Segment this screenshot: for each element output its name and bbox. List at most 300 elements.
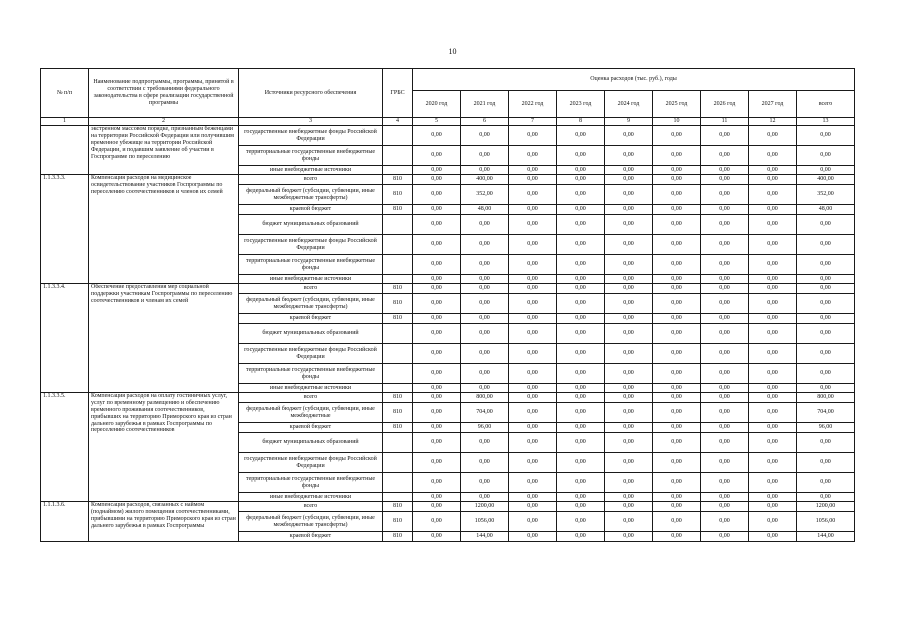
year-value: 0,00 — [605, 384, 653, 393]
year-value: 0,00 — [653, 185, 701, 205]
grbs-code — [383, 433, 413, 453]
item-code: 1.1.3.3.4. — [41, 284, 89, 393]
header-year: 2020 год — [413, 91, 461, 118]
year-value: 0,00 — [605, 512, 653, 532]
year-value: 0,00 — [701, 344, 749, 364]
item-code: 1.1.1.3.6. — [41, 502, 89, 542]
funding-source: всего — [239, 502, 383, 512]
funding-source: бюджет муниципальных образований — [239, 215, 383, 235]
year-value: 0,00 — [557, 512, 605, 532]
funding-source: краевой бюджет — [239, 532, 383, 542]
total-value: 1056,00 — [797, 512, 855, 532]
total-value: 0,00 — [797, 126, 855, 146]
year-value: 0,00 — [701, 185, 749, 205]
funding-source: федеральный бюджет (субсидии, субвенции, иные межбюджетные — [239, 403, 383, 423]
item-name: Компенсация расходов на оплату гостиничных услуг, услуг по временному размещению и обеспечению временного проживания соотечественников, прибывших на территорию Приморского края из стран дальнего зарубежья в рамках Госпрограммы по переселению соотечественников — [89, 393, 239, 502]
year-value: 0,00 — [509, 126, 557, 146]
table-body — [41, 126, 855, 542]
year-value: 0,00 — [605, 185, 653, 205]
funding-source: федеральный бюджет (субсидии, субвенции, иные межбюджетные трансферты) — [239, 294, 383, 314]
table-row — [41, 284, 855, 294]
header-year: 2021 год — [461, 91, 509, 118]
year-value: 0,00 — [653, 532, 701, 542]
year-value: 0,00 — [557, 235, 605, 255]
year-value: 0,00 — [461, 255, 509, 275]
year-value: 0,00 — [653, 146, 701, 166]
total-value: 800,00 — [797, 393, 855, 403]
year-value: 0,00 — [461, 364, 509, 384]
year-value: 0,00 — [605, 324, 653, 344]
year-value: 0,00 — [413, 175, 461, 185]
year-value: 0,00 — [557, 493, 605, 502]
total-value: 0,00 — [797, 284, 855, 294]
year-value: 0,00 — [557, 294, 605, 314]
year-value: 0,00 — [605, 166, 653, 175]
year-value: 0,00 — [653, 502, 701, 512]
grbs-code — [383, 344, 413, 364]
year-value: 0,00 — [413, 532, 461, 542]
year-value: 0,00 — [653, 512, 701, 532]
year-value: 0,00 — [701, 126, 749, 146]
year-value: 0,00 — [413, 284, 461, 294]
funding-source: государственные внебюджетные фонды Российской Федерации — [239, 344, 383, 364]
year-value: 0,00 — [509, 344, 557, 364]
year-value: 0,00 — [749, 185, 797, 205]
total-value: 400,00 — [797, 175, 855, 185]
year-value: 0,00 — [557, 384, 605, 393]
total-value: 0,00 — [797, 493, 855, 502]
year-value: 0,00 — [701, 284, 749, 294]
year-value: 0,00 — [461, 166, 509, 175]
year-value: 400,00 — [461, 175, 509, 185]
year-value: 1200,00 — [461, 502, 509, 512]
grbs-code — [383, 235, 413, 255]
grbs-code — [383, 275, 413, 284]
year-value: 0,00 — [653, 126, 701, 146]
year-value: 0,00 — [413, 205, 461, 215]
year-value: 0,00 — [557, 403, 605, 423]
grbs-code — [383, 166, 413, 175]
year-value: 0,00 — [701, 502, 749, 512]
year-value: 0,00 — [653, 364, 701, 384]
year-value: 0,00 — [701, 275, 749, 284]
year-value: 0,00 — [605, 364, 653, 384]
year-value: 0,00 — [749, 215, 797, 235]
year-value: 0,00 — [605, 215, 653, 235]
expenditure-table — [40, 68, 855, 542]
total-value: 0,00 — [797, 453, 855, 473]
year-value: 0,00 — [701, 146, 749, 166]
year-value: 0,00 — [557, 146, 605, 166]
year-value: 0,00 — [413, 473, 461, 493]
year-value: 0,00 — [461, 493, 509, 502]
header-year: 2027 год — [749, 91, 797, 118]
grbs-code — [383, 453, 413, 473]
year-value: 0,00 — [653, 344, 701, 364]
year-value: 0,00 — [557, 453, 605, 473]
funding-source: краевой бюджет — [239, 423, 383, 433]
year-value: 0,00 — [413, 324, 461, 344]
total-value: 0,00 — [797, 364, 855, 384]
year-value: 0,00 — [653, 215, 701, 235]
year-value: 0,00 — [413, 235, 461, 255]
year-value: 0,00 — [749, 294, 797, 314]
year-value: 0,00 — [605, 205, 653, 215]
column-number: 6 — [461, 118, 509, 126]
total-value: 96,00 — [797, 423, 855, 433]
year-value: 0,00 — [701, 393, 749, 403]
year-value: 0,00 — [557, 532, 605, 542]
column-number: 1 — [41, 118, 89, 126]
grbs-code: 810 — [383, 284, 413, 294]
total-value: 0,00 — [797, 275, 855, 284]
year-value: 0,00 — [653, 166, 701, 175]
funding-source: территориальные государственные внебюджетные фонды — [239, 473, 383, 493]
year-value: 0,00 — [749, 275, 797, 284]
grbs-code: 810 — [383, 393, 413, 403]
year-value: 0,00 — [605, 403, 653, 423]
year-value: 0,00 — [605, 284, 653, 294]
grbs-code — [383, 493, 413, 502]
funding-source: федеральный бюджет (субсидии, субвенции, иные межбюджетные трансферты) — [239, 185, 383, 205]
year-value: 0,00 — [749, 146, 797, 166]
year-value: 0,00 — [749, 344, 797, 364]
year-value: 0,00 — [509, 166, 557, 175]
year-value: 0,00 — [557, 423, 605, 433]
year-value: 0,00 — [413, 185, 461, 205]
header-num: № п/п — [41, 69, 89, 118]
year-value: 0,00 — [605, 344, 653, 364]
year-value: 1056,00 — [461, 512, 509, 532]
year-value: 0,00 — [701, 175, 749, 185]
grbs-code — [383, 215, 413, 235]
header-year: 2023 год — [557, 91, 605, 118]
year-value: 0,00 — [413, 384, 461, 393]
year-value: 0,00 — [509, 364, 557, 384]
funding-source: территориальные государственные внебюджетные фонды — [239, 364, 383, 384]
total-value: 0,00 — [797, 235, 855, 255]
year-value: 0,00 — [605, 453, 653, 473]
year-value: 0,00 — [749, 473, 797, 493]
funding-source: государственные внебюджетные фонды Российской Федерации — [239, 453, 383, 473]
year-value: 0,00 — [653, 175, 701, 185]
column-number: 3 — [239, 118, 383, 126]
funding-source: всего — [239, 393, 383, 403]
total-value: 144,00 — [797, 532, 855, 542]
year-value: 0,00 — [413, 344, 461, 364]
year-value: 0,00 — [605, 314, 653, 324]
grbs-code: 810 — [383, 185, 413, 205]
year-value: 0,00 — [413, 146, 461, 166]
header-year: 2022 год — [509, 91, 557, 118]
total-value: 0,00 — [797, 384, 855, 393]
year-value: 0,00 — [653, 423, 701, 433]
table-row — [41, 502, 855, 512]
year-value: 0,00 — [509, 205, 557, 215]
year-value: 0,00 — [701, 205, 749, 215]
funding-source: иные внебюджетные источники — [239, 166, 383, 175]
year-value: 0,00 — [701, 235, 749, 255]
header-year: 2024 год — [605, 91, 653, 118]
year-value: 0,00 — [653, 384, 701, 393]
total-value: 0,00 — [797, 215, 855, 235]
year-value: 0,00 — [749, 433, 797, 453]
year-value: 0,00 — [509, 215, 557, 235]
funding-source: бюджет муниципальных образований — [239, 324, 383, 344]
grbs-code: 810 — [383, 294, 413, 314]
header-year: 2026 год — [701, 91, 749, 118]
year-value: 0,00 — [749, 314, 797, 324]
year-value: 0,00 — [701, 423, 749, 433]
year-value: 0,00 — [509, 275, 557, 284]
total-value: 0,00 — [797, 166, 855, 175]
year-value: 0,00 — [413, 403, 461, 423]
year-value: 0,00 — [701, 532, 749, 542]
item-name: экстренном массовом порядке, признанным беженцами на территории Российской Федерации или получившим временное убежище на территории Российской Федерации, и подавшим заявление об участии в Госпрограмме по переселению — [89, 126, 239, 175]
year-value: 0,00 — [701, 473, 749, 493]
year-value: 0,00 — [653, 294, 701, 314]
year-value: 0,00 — [557, 205, 605, 215]
item-name: Компенсация расходов на медицинское освидетельствование участников Госпрограммы по переселению соотечественников и членов их семей — [89, 175, 239, 284]
year-value: 0,00 — [653, 433, 701, 453]
year-value: 0,00 — [653, 255, 701, 275]
total-value: 0,00 — [797, 344, 855, 364]
grbs-code: 810 — [383, 205, 413, 215]
year-value: 0,00 — [605, 493, 653, 502]
grbs-code: 810 — [383, 423, 413, 433]
year-value: 0,00 — [557, 275, 605, 284]
grbs-code — [383, 324, 413, 344]
year-value: 0,00 — [605, 423, 653, 433]
year-value: 0,00 — [749, 403, 797, 423]
year-value: 0,00 — [701, 215, 749, 235]
table-header — [41, 69, 855, 126]
total-value: 0,00 — [797, 255, 855, 275]
year-value: 0,00 — [461, 294, 509, 314]
year-value: 0,00 — [461, 235, 509, 255]
year-value: 0,00 — [509, 493, 557, 502]
year-value: 0,00 — [605, 532, 653, 542]
year-value: 0,00 — [557, 314, 605, 324]
year-value: 0,00 — [605, 146, 653, 166]
year-value: 0,00 — [461, 384, 509, 393]
year-value: 0,00 — [605, 235, 653, 255]
year-value: 0,00 — [509, 433, 557, 453]
year-value: 0,00 — [413, 126, 461, 146]
header-grbs: ГРБС — [383, 69, 413, 118]
funding-source: всего — [239, 175, 383, 185]
year-value: 0,00 — [749, 235, 797, 255]
year-value: 0,00 — [701, 166, 749, 175]
funding-source: иные внебюджетные источники — [239, 493, 383, 502]
year-value: 0,00 — [557, 473, 605, 493]
year-value: 0,00 — [509, 175, 557, 185]
funding-source: всего — [239, 284, 383, 294]
year-value: 0,00 — [509, 146, 557, 166]
total-value: 0,00 — [797, 433, 855, 453]
year-value: 0,00 — [605, 294, 653, 314]
year-value: 0,00 — [509, 473, 557, 493]
year-value: 0,00 — [509, 255, 557, 275]
year-value: 0,00 — [413, 275, 461, 284]
total-value: 0,00 — [797, 324, 855, 344]
column-number: 13 — [797, 118, 855, 126]
funding-source: краевой бюджет — [239, 314, 383, 324]
year-value: 0,00 — [749, 384, 797, 393]
year-value: 0,00 — [749, 175, 797, 185]
year-value: 0,00 — [509, 532, 557, 542]
funding-source: бюджет муниципальных образований — [239, 433, 383, 453]
year-value: 0,00 — [413, 166, 461, 175]
year-value: 0,00 — [509, 324, 557, 344]
year-value: 0,00 — [413, 364, 461, 384]
year-value: 0,00 — [701, 433, 749, 453]
grbs-code: 810 — [383, 314, 413, 324]
year-value: 0,00 — [557, 255, 605, 275]
year-value: 0,00 — [413, 294, 461, 314]
year-value: 0,00 — [749, 255, 797, 275]
column-number: 7 — [509, 118, 557, 126]
year-value: 0,00 — [413, 393, 461, 403]
year-value: 0,00 — [461, 314, 509, 324]
column-number: 12 — [749, 118, 797, 126]
grbs-code — [383, 146, 413, 166]
funding-source: краевой бюджет — [239, 205, 383, 215]
year-value: 0,00 — [557, 126, 605, 146]
grbs-code — [383, 473, 413, 493]
total-value: 0,00 — [797, 146, 855, 166]
grbs-code: 810 — [383, 532, 413, 542]
year-value: 0,00 — [605, 502, 653, 512]
year-value: 0,00 — [509, 284, 557, 294]
year-value: 0,00 — [653, 275, 701, 284]
year-value: 0,00 — [509, 185, 557, 205]
year-value: 0,00 — [701, 294, 749, 314]
year-value: 0,00 — [509, 314, 557, 324]
year-value: 0,00 — [653, 235, 701, 255]
year-value: 0,00 — [701, 314, 749, 324]
total-value: 704,00 — [797, 403, 855, 423]
year-value: 0,00 — [653, 284, 701, 294]
year-value: 0,00 — [461, 146, 509, 166]
funding-source: иные внебюджетные источники — [239, 275, 383, 284]
total-value: 0,00 — [797, 473, 855, 493]
year-value: 0,00 — [413, 502, 461, 512]
year-value: 0,00 — [557, 393, 605, 403]
year-value: 0,00 — [557, 433, 605, 453]
item-code: 1.1.3.3.5. — [41, 393, 89, 502]
column-number: 11 — [701, 118, 749, 126]
year-value: 352,00 — [461, 185, 509, 205]
funding-source: территориальные государственные внебюджетные фонды — [239, 255, 383, 275]
total-value: 0,00 — [797, 314, 855, 324]
year-value: 0,00 — [413, 493, 461, 502]
total-value: 48,00 — [797, 205, 855, 215]
year-value: 0,00 — [653, 205, 701, 215]
header-year: 2025 год — [653, 91, 701, 118]
year-value: 0,00 — [749, 502, 797, 512]
year-value: 0,00 — [413, 255, 461, 275]
year-value: 0,00 — [413, 314, 461, 324]
year-value: 0,00 — [509, 403, 557, 423]
year-value: 0,00 — [461, 473, 509, 493]
year-value: 0,00 — [653, 403, 701, 423]
year-value: 0,00 — [749, 393, 797, 403]
item-name: Компенсация расходов, связанных с наймом (поднаймом) жилого помещения соотечественниками, прибывшими на территорию Приморского края из стран дальнего зарубежья в рамках Госпрограммы — [89, 502, 239, 542]
year-value: 0,00 — [557, 175, 605, 185]
total-value: 0,00 — [797, 294, 855, 314]
table-row — [41, 393, 855, 403]
year-value: 0,00 — [605, 393, 653, 403]
year-value: 0,00 — [413, 433, 461, 453]
year-value: 0,00 — [509, 453, 557, 473]
grbs-code: 810 — [383, 512, 413, 532]
grbs-code: 810 — [383, 175, 413, 185]
header-source: Источники ресурсного обеспечения — [239, 69, 383, 118]
header-estimate: Оценка расходов (тыс. руб.), годы — [413, 69, 855, 91]
year-value: 0,00 — [653, 493, 701, 502]
funding-source: территориальные государственные внебюджетные фонды — [239, 146, 383, 166]
year-value: 0,00 — [461, 453, 509, 473]
year-value: 0,00 — [509, 512, 557, 532]
year-value: 0,00 — [701, 364, 749, 384]
year-value: 0,00 — [749, 284, 797, 294]
year-value: 0,00 — [701, 403, 749, 423]
header-name: Наименование подпрограммы, программы, принятой в соответствии с требованиями федерального законодательства в сфере реализации государственной программы — [89, 69, 239, 118]
year-value: 0,00 — [461, 344, 509, 364]
year-value: 0,00 — [701, 384, 749, 393]
year-value: 0,00 — [701, 324, 749, 344]
year-value: 0,00 — [653, 473, 701, 493]
year-value: 0,00 — [749, 364, 797, 384]
column-number: 8 — [557, 118, 605, 126]
year-value: 0,00 — [605, 175, 653, 185]
funding-source: государственные внебюджетные фонды Российской Федерации — [239, 126, 383, 146]
year-value: 0,00 — [413, 512, 461, 532]
year-value: 0,00 — [557, 166, 605, 175]
year-value: 0,00 — [749, 205, 797, 215]
year-value: 0,00 — [509, 294, 557, 314]
column-number: 9 — [605, 118, 653, 126]
year-value: 0,00 — [749, 493, 797, 502]
year-value: 0,00 — [701, 255, 749, 275]
year-value: 0,00 — [461, 275, 509, 284]
year-value: 0,00 — [749, 126, 797, 146]
column-number: 2 — [89, 118, 239, 126]
year-value: 704,00 — [461, 403, 509, 423]
year-value: 0,00 — [557, 284, 605, 294]
year-value: 0,00 — [413, 423, 461, 433]
year-value: 0,00 — [605, 255, 653, 275]
year-value: 96,00 — [461, 423, 509, 433]
year-value: 0,00 — [461, 324, 509, 344]
year-value: 48,00 — [461, 205, 509, 215]
year-value: 0,00 — [557, 502, 605, 512]
year-value: 0,00 — [653, 324, 701, 344]
year-value: 0,00 — [557, 324, 605, 344]
table-row — [41, 175, 855, 185]
column-number: 10 — [653, 118, 701, 126]
year-value: 0,00 — [461, 126, 509, 146]
year-value: 0,00 — [701, 493, 749, 502]
item-code: 1.1.3.3.3. — [41, 175, 89, 284]
year-value: 0,00 — [701, 512, 749, 532]
year-value: 0,00 — [749, 324, 797, 344]
total-value: 352,00 — [797, 185, 855, 205]
grbs-code — [383, 364, 413, 384]
year-value: 0,00 — [557, 185, 605, 205]
year-value: 0,00 — [509, 235, 557, 255]
